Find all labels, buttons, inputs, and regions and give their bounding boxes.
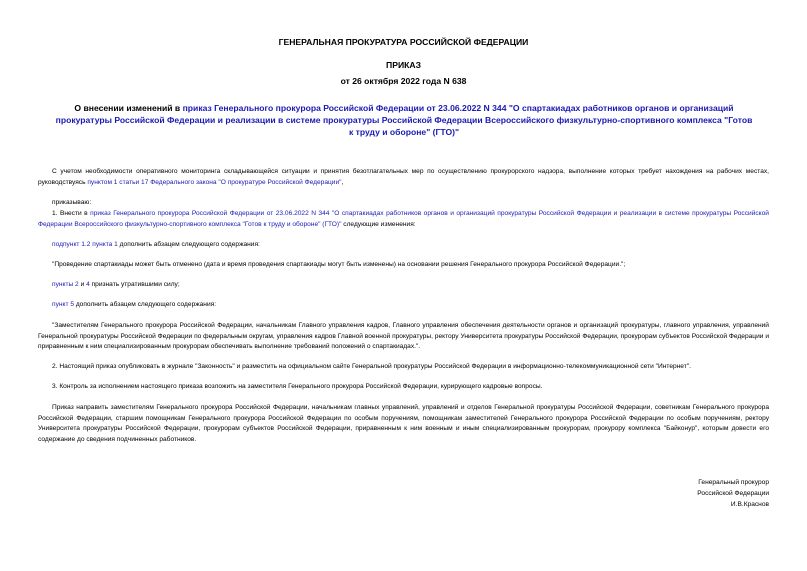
order-word: приказываю:: [52, 199, 92, 206]
subitem-1-suffix: дополнить абзацем следующего содержания:: [117, 241, 260, 248]
subitem-2-paragraph: [38, 280, 769, 291]
subitem-1-link[interactable]: подпункт 1.2 пункта 1: [52, 241, 118, 248]
document-date-number: от 26 октября 2022 года N 638: [340, 76, 467, 86]
item-1-prefix: 1. Внести в: [52, 210, 91, 217]
preamble-paragraph: [38, 167, 769, 188]
signature-country: Российской Федерации: [697, 489, 769, 497]
item-1-paragraph: [38, 209, 769, 230]
item-2-paragraph: 2. Настоящий приказ опубликовать в журнале "Законность" и разместить на официальном сайте Генеральной прокуратуры Российской Федерации в информационно-телекоммуникационной сети "Интернет".: [52, 363, 691, 370]
quote-1-paragraph: "Проведение спартакиады может быть отменено (дата и время проведения спартакиады могут быть изменены) на основании решения Генерального прокурора Российской Федерации.";: [52, 261, 626, 268]
title-prefix: О внесении изменений в: [74, 103, 183, 113]
distribution-paragraph: Приказ направить заместителям Генерального прокурора Российской Федерации, начальникам главных управлений, управлений и отделов Генеральной прокуратуры Российской Федерации, советникам Генерального прокурора Российской Федерации, старшим помощникам Генерального прокурора Российской Федерации по особым поручениям, помощникам заместителей Генерального прокурора Российской Федерации по особым поручениям, ректору Университета прокуратуры Российской Федерации, прокурорам субъектов Российской Федерации, приравненным к ним военным и иным специализированным прокурорам, прокурору комплекса "Байконур", которым довести его содержание до сведения подчиненных работников.: [38, 404, 769, 443]
item-1-suffix: следующие изменения:: [341, 220, 416, 228]
federal-law-link[interactable]: пунктом 1 статьи 17 Федерального закона "О прокуратуре Российской Федерации": [87, 178, 342, 186]
subitem-3-suffix: дополнить абзацем следующего содержания:: [74, 301, 217, 308]
document-title: [54, 102, 754, 138]
signature-name: И.В.Краснов: [730, 500, 769, 508]
subitem-3-paragraph: [38, 300, 769, 311]
title-amended-order-link[interactable]: приказ Генерального прокурора Российской Федерации от 23.06.2022 N 344 "О спартакиадах работников органов и организаций прокуратуры Российской Федерации и реализации в системе прокуратуры Российской Федерации Всероссийского физкультурно-спортивного комплекса "Готов к труду и обороне" (ГТО)": [55, 103, 753, 137]
subitem-2-link-a[interactable]: пункты 2: [52, 281, 79, 288]
subitem-2-link-b[interactable]: 4: [86, 281, 90, 288]
subitem-3-link[interactable]: пункт 5: [52, 301, 74, 308]
preamble-text: С учетом необходимости оперативного мониторинга складывающейся ситуации и принятия безотлагательных мер по осуществлению прокурорского надзора, выполнение которых требует нахождения на рабочих местах, руководствуясь: [38, 168, 769, 186]
item-3-paragraph: 3. Контроль за исполнением настоящего приказа возложить на заместителя Генерального прокурора Российской Федерации, курирующего кадровые вопросы.: [52, 383, 543, 390]
subitem-2-suffix: признать утратившими силу;: [89, 281, 180, 288]
signature-block: [697, 478, 769, 510]
item-1-order-link[interactable]: приказ Генерального прокурора Российской Федерации от 23.06.2022 N 344 "О спартакиадах работников органов и организаций прокуратуры Российской Федерации и реализации в системе прокуратуры Российской Федерации Всероссийского физкультурно-спортивного комплекса "Готов к труду и обороне" (ГТО)": [38, 210, 769, 228]
issuing-organization: ГЕНЕРАЛЬНАЯ ПРОКУРАТУРА РОССИЙСКОЙ ФЕДЕРАЦИИ: [278, 37, 529, 47]
document-type: ПРИКАЗ: [386, 60, 421, 70]
subitem-1-paragraph: [38, 240, 769, 251]
quote-2-paragraph: "Заместителям Генерального прокурора Российской Федерации, начальникам Главного управления кадров, Главного управления обеспечения деятельности органов и организаций прокуратуры, главного управления, управлений Генеральной прокуратуры Российской Федерации по федеральным округам, управления кадров Главной военной прокуратуры, ректору Университета прокуратуры Российской Федерации, прокурорам субъектов Российской Федерации и приравненным к ним специализированным прокурорам обеспечивать выполнение требований положений о спартакиадах.".: [38, 322, 769, 351]
subitem-2-mid: и: [78, 281, 87, 288]
signature-position: Генеральный прокурор: [698, 479, 769, 486]
preamble-suffix: ,: [341, 178, 344, 186]
